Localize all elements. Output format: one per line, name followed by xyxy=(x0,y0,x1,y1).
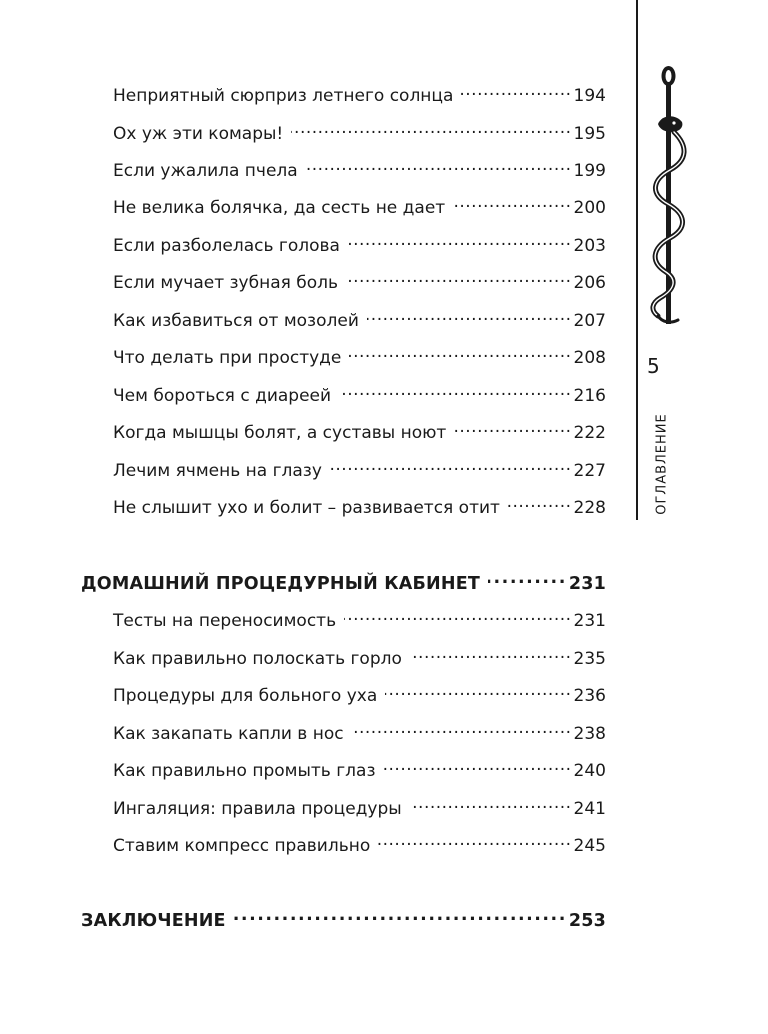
toc-entry-page: 208 xyxy=(573,348,606,368)
dot-leader xyxy=(352,717,572,739)
toc-entry-page: 195 xyxy=(573,124,606,144)
toc-entry-title: Как закапать капли в нос xyxy=(113,724,344,744)
toc-entry xyxy=(113,191,606,219)
toc-chapter-page: 231 xyxy=(568,574,606,594)
toc-entry-title: Лечим ячмень на глазу xyxy=(113,461,322,481)
toc-entry-page: 236 xyxy=(573,686,606,706)
dot-leader xyxy=(339,379,572,401)
dot-leader xyxy=(306,154,572,176)
dot-leader xyxy=(346,266,572,288)
dot-leader xyxy=(367,304,572,326)
toc-entry-page: 235 xyxy=(573,649,606,669)
section-label: ОГЛАВЛЕНИЕ xyxy=(654,413,670,515)
toc-entry-page: 227 xyxy=(573,461,606,481)
toc-entry xyxy=(113,642,606,670)
dot-leader xyxy=(385,679,571,701)
toc-entry xyxy=(113,604,606,632)
toc-entry-title: Если мучает зубная боль xyxy=(113,273,339,293)
toc-entry xyxy=(113,341,606,369)
toc-entry-page: 200 xyxy=(573,198,606,218)
toc-entry-title: Если ужалила пчела xyxy=(113,161,298,181)
toc-chapter-title: ДОМАШНИЙ ПРОЦЕДУРНЫЙ КАБИНЕТ xyxy=(81,574,480,594)
toc-entry-title: Ох уж эти комары! xyxy=(113,124,284,144)
dot-leader xyxy=(234,904,567,926)
toc-entry xyxy=(113,117,606,145)
toc-entry-page: 228 xyxy=(573,498,606,518)
toc-entry-page: 231 xyxy=(573,611,606,631)
toc-entry-title: Процедуры для больного уха xyxy=(113,686,378,706)
dot-leader xyxy=(488,567,567,589)
toc-entry xyxy=(113,829,606,857)
toc-entry xyxy=(113,792,606,820)
toc-entry-title: Чем бороться с диареей xyxy=(113,386,332,406)
dot-leader xyxy=(453,191,571,213)
dot-leader xyxy=(454,416,571,438)
toc-entry-page: 203 xyxy=(573,236,606,256)
toc-entry-title: Если разболелась голова xyxy=(113,236,340,256)
toc-entry-page: 238 xyxy=(573,724,606,744)
dot-leader xyxy=(330,454,572,476)
toc-entry-page: 241 xyxy=(573,799,606,819)
dot-leader xyxy=(508,491,572,513)
dot-leader xyxy=(410,642,572,664)
toc-entry xyxy=(113,379,606,407)
toc-entry-page: 206 xyxy=(573,273,606,293)
toc-entry xyxy=(113,79,606,107)
toc-entry xyxy=(113,491,606,519)
toc-entry-page: 216 xyxy=(573,386,606,406)
toc-entry-title: Тесты на переносимость xyxy=(113,611,337,631)
dot-leader xyxy=(349,341,571,363)
staff-with-snake-icon xyxy=(644,62,692,332)
toc-entry-title: Когда мышцы болят, а суставы ноют xyxy=(113,423,447,443)
dot-leader xyxy=(461,79,571,101)
toc-entry-title: Как избавиться от мозолей xyxy=(113,311,359,331)
toc-entry-page: 207 xyxy=(573,311,606,331)
dot-leader xyxy=(291,117,571,139)
toc-entry-title: Не велика болячка, да сесть не дает xyxy=(113,198,446,218)
dot-leader xyxy=(344,604,571,626)
toc-chapter-title: ЗАКЛЮЧЕНИЕ xyxy=(81,911,226,931)
toc-entry xyxy=(113,454,606,482)
toc-entry-title: Не слышит ухо и болит – развивается отит xyxy=(113,498,500,518)
dot-leader xyxy=(410,792,572,814)
toc-entry xyxy=(113,754,606,782)
toc-entry-title: Ингаляция: правила процедуры xyxy=(113,799,402,819)
page-number: 5 xyxy=(647,354,660,378)
toc-entry-page: 222 xyxy=(573,423,606,443)
toc-entry-title: Что делать при простуде xyxy=(113,348,342,368)
toc-entry-page: 245 xyxy=(573,836,606,856)
toc-entry-page: 240 xyxy=(573,761,606,781)
toc-entry xyxy=(113,679,606,707)
toc-entry-title: Неприятный сюрприз летнего солнца xyxy=(113,86,454,106)
toc-entry xyxy=(113,304,606,332)
toc-entry-title: Как правильно полоскать горло xyxy=(113,649,402,669)
toc-entry-page: 199 xyxy=(573,161,606,181)
toc-chapter xyxy=(81,567,606,595)
toc-entry-title: Ставим компресс правильно xyxy=(113,836,371,856)
toc-entry xyxy=(113,416,606,444)
toc-entry xyxy=(113,717,606,745)
toc-entry xyxy=(113,154,606,182)
toc-chapter xyxy=(81,904,606,932)
dot-leader xyxy=(384,754,572,776)
dot-leader xyxy=(348,229,572,251)
vertical-rule xyxy=(636,0,638,520)
toc-entry xyxy=(113,229,606,257)
toc-entry xyxy=(113,266,606,294)
toc-chapter-page: 253 xyxy=(568,911,606,931)
toc-entry-page: 194 xyxy=(573,86,606,106)
toc-entry-title: Как правильно промыть глаз xyxy=(113,761,376,781)
dot-leader xyxy=(378,829,571,851)
